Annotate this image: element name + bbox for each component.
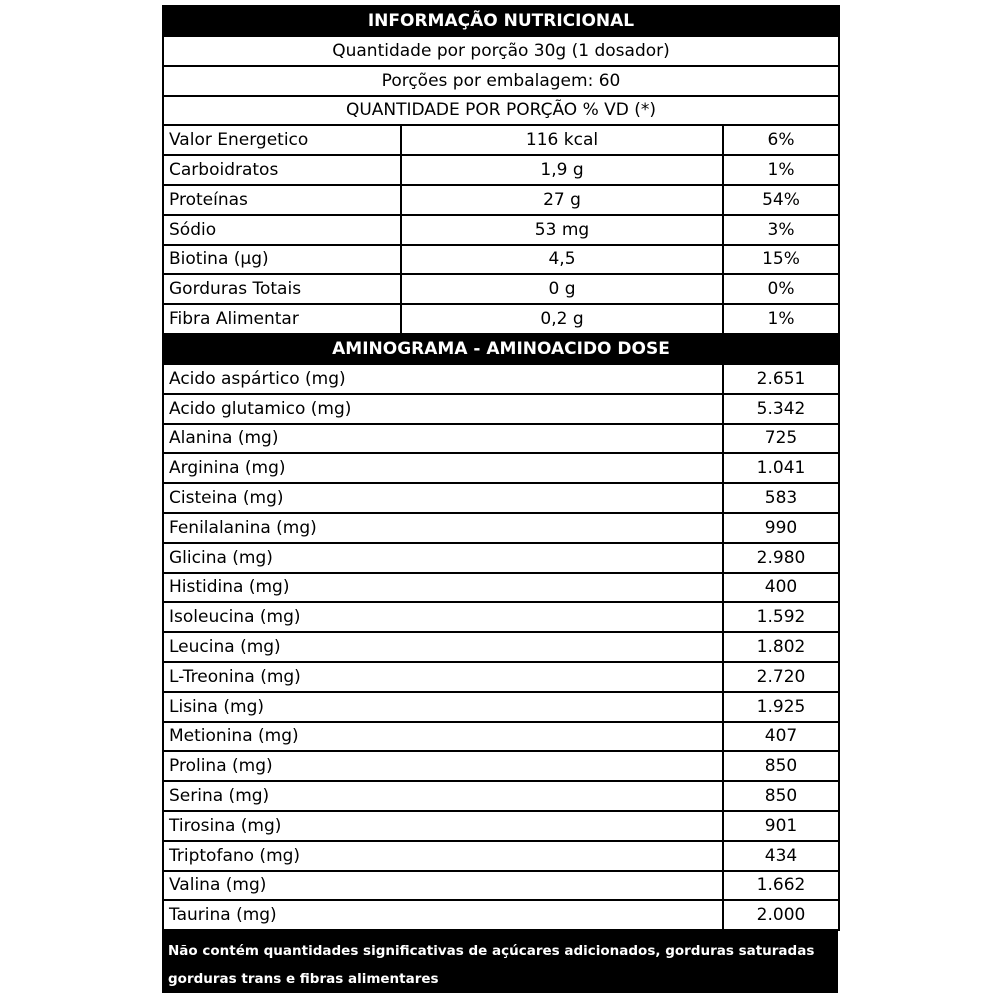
amino-acid-row: [163, 811, 839, 841]
amino-acid-row: [163, 662, 839, 692]
amino-acid-row: [163, 364, 839, 394]
servings-per-package: Porções por embalagem: 60: [163, 66, 839, 96]
amino-acid-name: Lisina (mg): [163, 692, 723, 722]
amino-acid-row: [163, 781, 839, 811]
amino-acid-dose: 901: [723, 811, 839, 841]
nutrient-name: Sódio: [163, 215, 401, 245]
nutrient-dv: 3%: [723, 215, 839, 245]
amino-acid-dose: 583: [723, 483, 839, 513]
amino-acid-name: Isoleucina (mg): [163, 602, 723, 632]
nutrient-amount: 0 g: [401, 274, 723, 304]
nutrient-row: [163, 304, 839, 334]
nutrient-dv: 1%: [723, 155, 839, 185]
amino-acid-name: Cisteina (mg): [163, 483, 723, 513]
title-row: [163, 6, 839, 36]
amino-acid-dose: 990: [723, 513, 839, 543]
amino-acid-dose: 400: [723, 573, 839, 603]
amino-acid-dose: 1.041: [723, 453, 839, 483]
amino-acid-name: Triptofano (mg): [163, 841, 723, 871]
amino-acid-row: [163, 900, 839, 930]
nutrition-facts-label: [162, 5, 838, 993]
nutrient-row: [163, 185, 839, 215]
footer-note: [162, 931, 838, 988]
nutrient-row: [163, 245, 839, 275]
nutrient-name: Fibra Alimentar: [163, 304, 401, 334]
nutrient-dv: 54%: [723, 185, 839, 215]
nutrition-table: [162, 5, 840, 931]
footer-line-1: Não contém quantidades significativas de açúcares adicionados, gorduras saturadas: [168, 943, 815, 960]
nutrient-dv: 0%: [723, 274, 839, 304]
amino-acid-dose: 2.000: [723, 900, 839, 930]
amino-acid-name: Leucina (mg): [163, 632, 723, 662]
nutrient-row: [163, 125, 839, 155]
amino-acid-row: [163, 602, 839, 632]
aminogram-title: AMINOGRAMA - AMINOACIDO DOSE: [163, 334, 839, 364]
amino-acid-dose: 850: [723, 781, 839, 811]
nutrient-amount: 4,5: [401, 245, 723, 275]
amino-acid-dose: 434: [723, 841, 839, 871]
amino-acid-dose: 2.980: [723, 543, 839, 573]
column-header-row: [163, 96, 839, 126]
nutrient-row: [163, 274, 839, 304]
amino-acid-row: [163, 632, 839, 662]
footer-line-2: gorduras trans e fibras alimentares: [168, 971, 439, 988]
amino-acid-row: [163, 543, 839, 573]
amino-acid-name: Acido glutamico (mg): [163, 394, 723, 424]
nutrient-amount: 1,9 g: [401, 155, 723, 185]
amino-acid-name: Acido aspártico (mg): [163, 364, 723, 394]
amino-acid-row: [163, 871, 839, 901]
amino-acid-dose: 1.925: [723, 692, 839, 722]
amino-acid-row: [163, 453, 839, 483]
amino-acid-dose: 407: [723, 722, 839, 752]
amino-acid-dose: 850: [723, 751, 839, 781]
servings-per-package-row: [163, 66, 839, 96]
nutrient-name: Proteínas: [163, 185, 401, 215]
table-title: INFORMAÇÃO NUTRICIONAL: [163, 6, 839, 36]
amino-acid-row: [163, 841, 839, 871]
aminogram-title-row: [163, 334, 839, 364]
nutrient-row: [163, 155, 839, 185]
amino-acid-row: [163, 424, 839, 454]
amino-acid-row: [163, 751, 839, 781]
amino-acid-name: Metionina (mg): [163, 722, 723, 752]
amino-acid-dose: 1.592: [723, 602, 839, 632]
amino-acid-dose: 2.651: [723, 364, 839, 394]
column-header: QUANTIDADE POR PORÇÃO % VD (*): [163, 96, 839, 126]
nutrient-row: [163, 215, 839, 245]
amino-acid-name: Histidina (mg): [163, 573, 723, 603]
nutrient-amount: 53 mg: [401, 215, 723, 245]
nutrient-name: Biotina (µg): [163, 245, 401, 275]
amino-acid-row: [163, 483, 839, 513]
nutrient-amount: 116 kcal: [401, 125, 723, 155]
amino-acid-name: Glicina (mg): [163, 543, 723, 573]
amino-acid-name: Taurina (mg): [163, 900, 723, 930]
nutrient-dv: 1%: [723, 304, 839, 334]
amino-acid-name: Valina (mg): [163, 871, 723, 901]
amino-acid-row: [163, 394, 839, 424]
amino-acid-name: L-Treonina (mg): [163, 662, 723, 692]
amino-acid-name: Arginina (mg): [163, 453, 723, 483]
amino-acid-dose: 2.720: [723, 662, 839, 692]
nutrient-amount: 0,2 g: [401, 304, 723, 334]
nutrient-amount: 27 g: [401, 185, 723, 215]
nutrient-dv: 6%: [723, 125, 839, 155]
serving-size-row: [163, 36, 839, 66]
amino-acid-name: Tirosina (mg): [163, 811, 723, 841]
amino-acid-dose: 1.662: [723, 871, 839, 901]
amino-acid-row: [163, 722, 839, 752]
amino-acid-name: Serina (mg): [163, 781, 723, 811]
amino-acid-row: [163, 513, 839, 543]
amino-acid-dose: 1.802: [723, 632, 839, 662]
amino-acid-row: [163, 573, 839, 603]
amino-acid-name: Alanina (mg): [163, 424, 723, 454]
amino-acid-dose: 725: [723, 424, 839, 454]
amino-acid-dose: 5.342: [723, 394, 839, 424]
amino-acid-name: Fenilalanina (mg): [163, 513, 723, 543]
nutrient-name: Carboidratos: [163, 155, 401, 185]
nutrient-dv: 15%: [723, 245, 839, 275]
amino-acid-row: [163, 692, 839, 722]
amino-acid-name: Prolina (mg): [163, 751, 723, 781]
serving-size: Quantidade por porção 30g (1 dosador): [163, 36, 839, 66]
nutrient-name: Valor Energetico: [163, 125, 401, 155]
nutrient-name: Gorduras Totais: [163, 274, 401, 304]
